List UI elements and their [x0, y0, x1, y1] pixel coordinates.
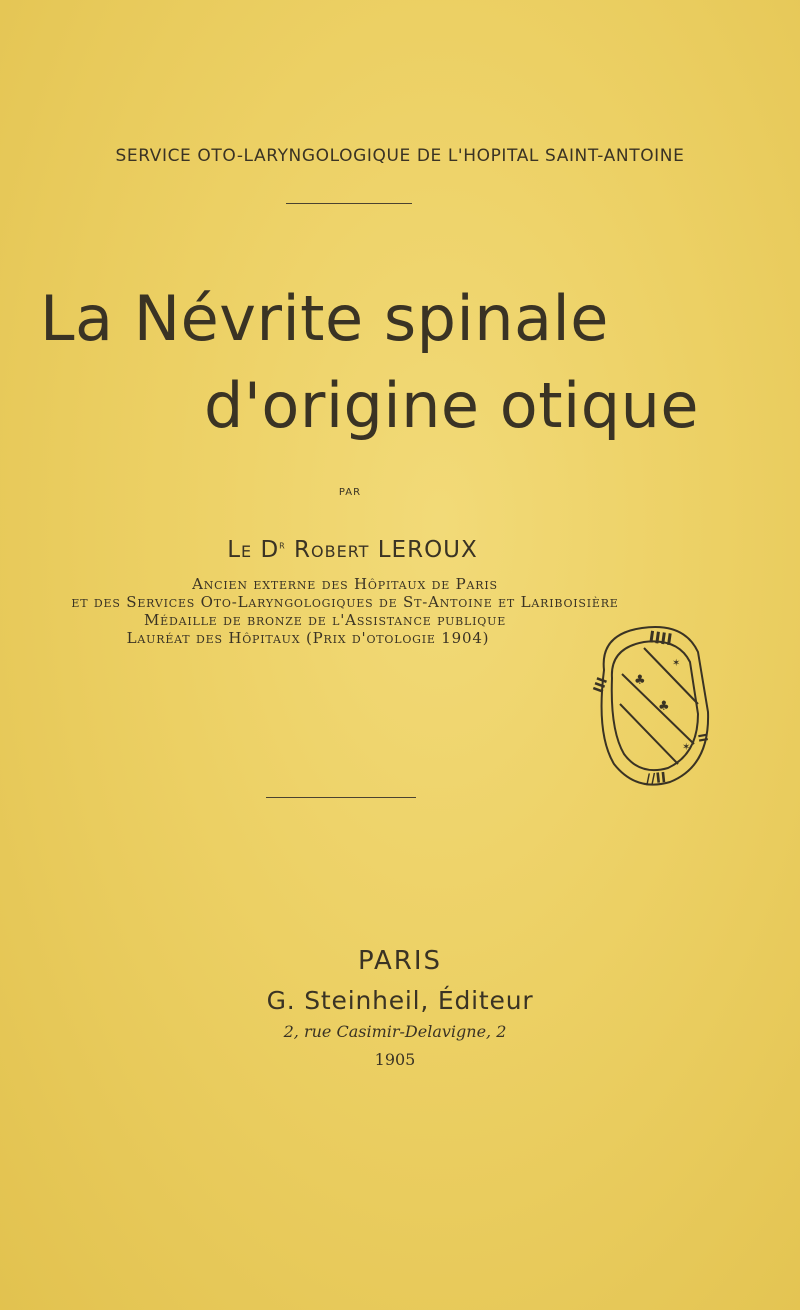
svg-text:♣: ♣ [634, 673, 646, 688]
svg-text://II: //II [644, 769, 667, 788]
svg-text:♣: ♣ [658, 699, 670, 714]
svg-text:II: II [695, 732, 711, 744]
credential-line: et des Services Oto-Laryngologiques de St-Antoine et Lariboisière [71, 593, 619, 611]
author-name: Robert LEROUX [285, 537, 478, 563]
credential-line: Lauréat des Hôpitaux (Prix d'otologie 1904) [126, 629, 490, 647]
svg-text:IIII: IIII [647, 627, 674, 650]
imprint-year: 1905 [374, 1050, 416, 1069]
author-prefix-superscript: r [279, 537, 286, 552]
mid-divider [266, 797, 416, 798]
par-label: PAR [338, 487, 362, 498]
imprint-city: PARIS [357, 946, 443, 976]
imprint-address: 2, rue Casimir-Delavigne, 2 [283, 1022, 507, 1041]
credential-line: Médaille de bronze de l'Assistance publique [143, 611, 507, 629]
service-header: SERVICE OTO-LARYNGOLOGIQUE DE L'HOPITAL SAINT-ANTOINE [115, 146, 685, 166]
credential-line: Ancien externe des Hôpitaux de Paris [192, 575, 498, 593]
header-divider [286, 203, 412, 204]
author-line [0, 537, 705, 563]
title-line-1: La Névrite spinale [40, 282, 609, 355]
imprint-publisher: G. Steinheil, Éditeur [266, 986, 534, 1015]
library-stamp-icon [586, 614, 712, 798]
svg-text:✶: ✶ [672, 658, 681, 669]
svg-text:III: III [590, 675, 612, 696]
svg-text:✶: ✶ [682, 742, 691, 753]
title-line-2: d'origine otique [204, 369, 700, 442]
author-prefix: Le D [227, 537, 280, 563]
